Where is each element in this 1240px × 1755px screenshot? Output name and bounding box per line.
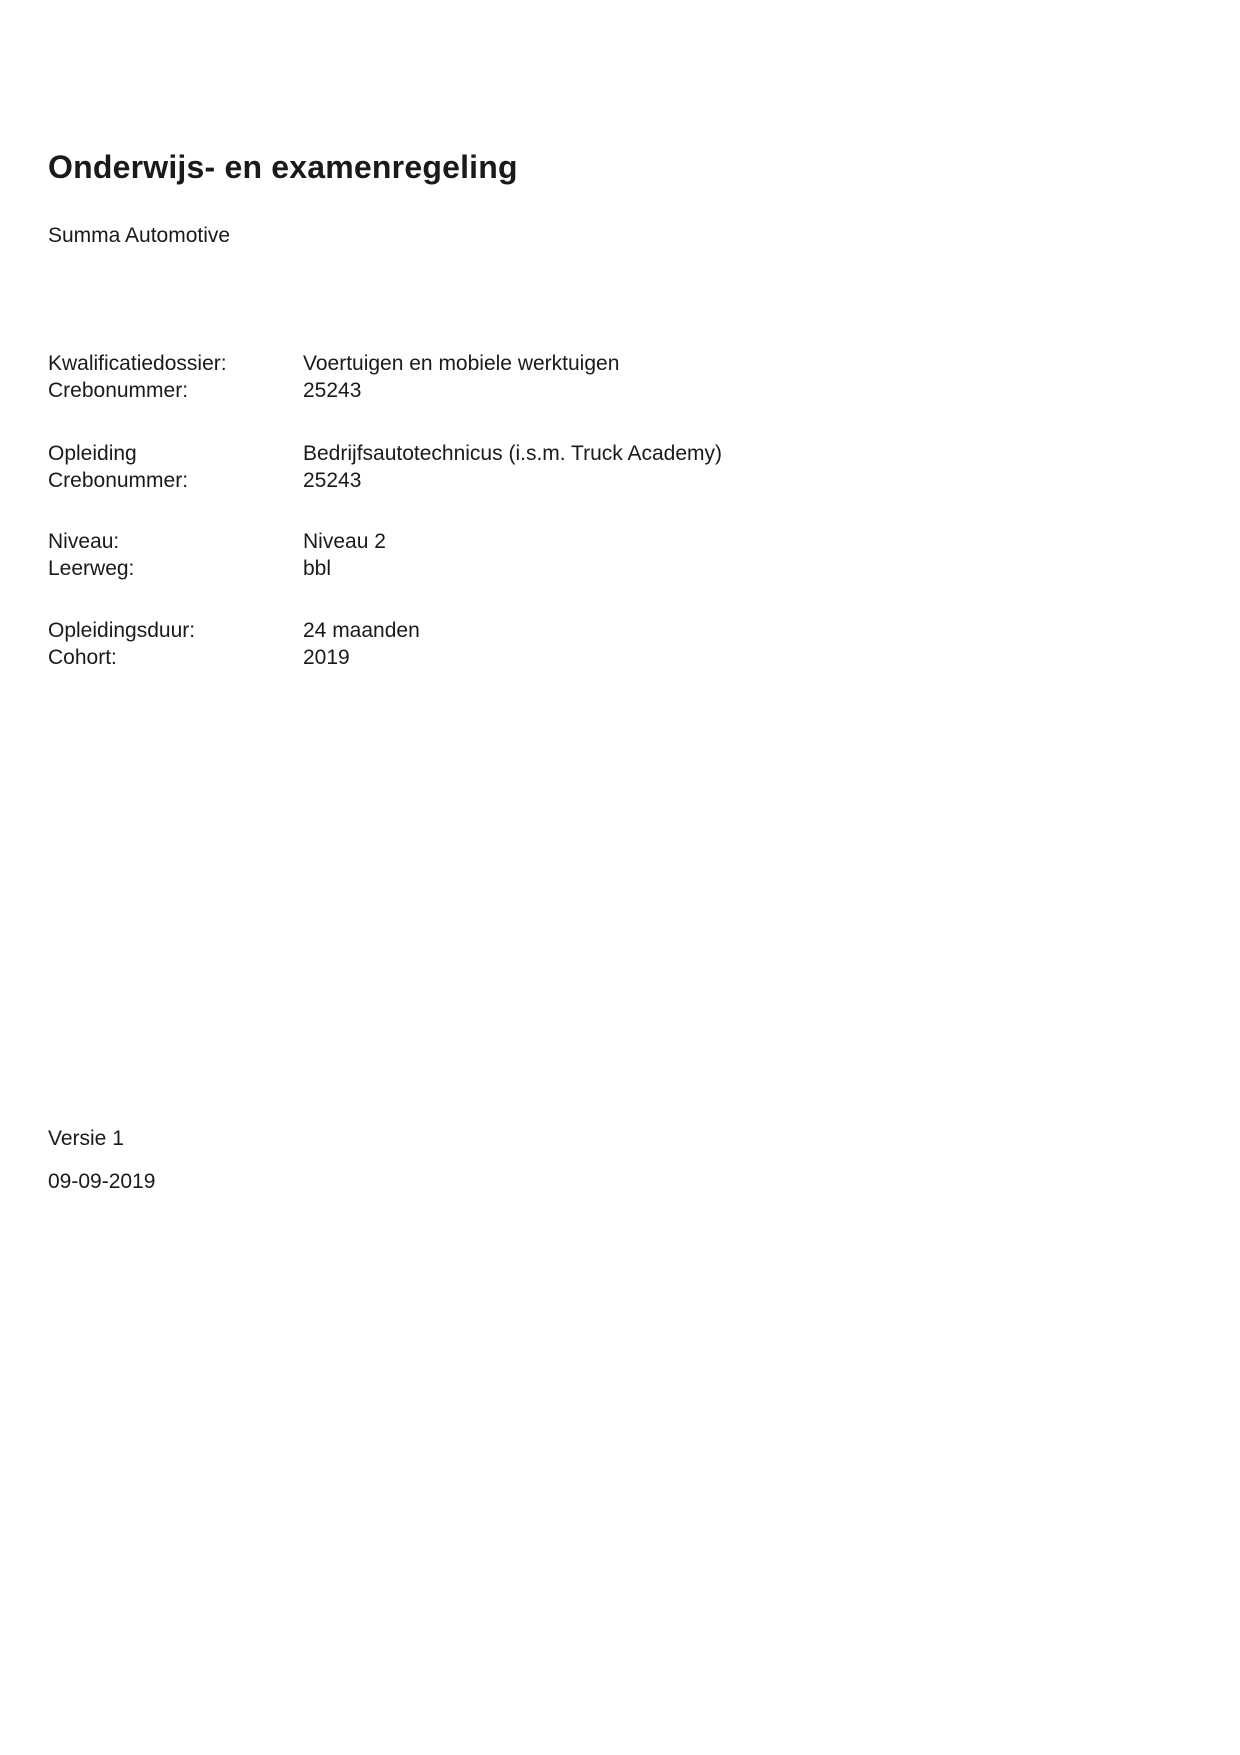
info-value: 24 maanden <box>303 619 420 642</box>
info-label: Opleiding <box>48 442 137 465</box>
info-label: Crebonummer: <box>48 469 189 492</box>
info-label: Opleidingsduur: <box>48 619 196 642</box>
info-group-opleiding <box>48 440 722 494</box>
info-value: Voertuigen en mobiele werktuigen <box>303 352 620 375</box>
info-label: Leerweg: <box>48 557 135 580</box>
info-row <box>48 377 619 404</box>
info-label: Cohort: <box>48 646 117 669</box>
version-label: Versie 1 <box>48 1127 124 1150</box>
info-row <box>48 555 386 582</box>
info-label: Niveau: <box>48 530 120 553</box>
info-value: Niveau 2 <box>303 530 386 553</box>
info-row <box>48 440 722 467</box>
info-group-niveau-leerweg <box>48 528 386 582</box>
info-row <box>48 528 386 555</box>
info-row <box>48 350 619 377</box>
info-row <box>48 644 420 671</box>
info-label: Crebonummer: <box>48 379 189 402</box>
info-group-kwalificatiedossier <box>48 350 619 404</box>
info-value: 25243 <box>303 469 362 492</box>
info-row <box>48 467 722 494</box>
info-group-duur-cohort <box>48 617 420 671</box>
info-value: 25243 <box>303 379 362 402</box>
info-label: Kwalificatiedossier: <box>48 352 227 375</box>
info-row <box>48 617 420 644</box>
info-value: 2019 <box>303 646 350 669</box>
info-value: bbl <box>303 557 332 580</box>
page-title: Onderwijs- en examenregeling <box>48 149 518 186</box>
organization-name: Summa Automotive <box>48 224 231 247</box>
info-value: Bedrijfsautotechnicus (i.s.m. Truck Academy) <box>303 442 722 465</box>
document-date: 09-09-2019 <box>48 1170 156 1193</box>
